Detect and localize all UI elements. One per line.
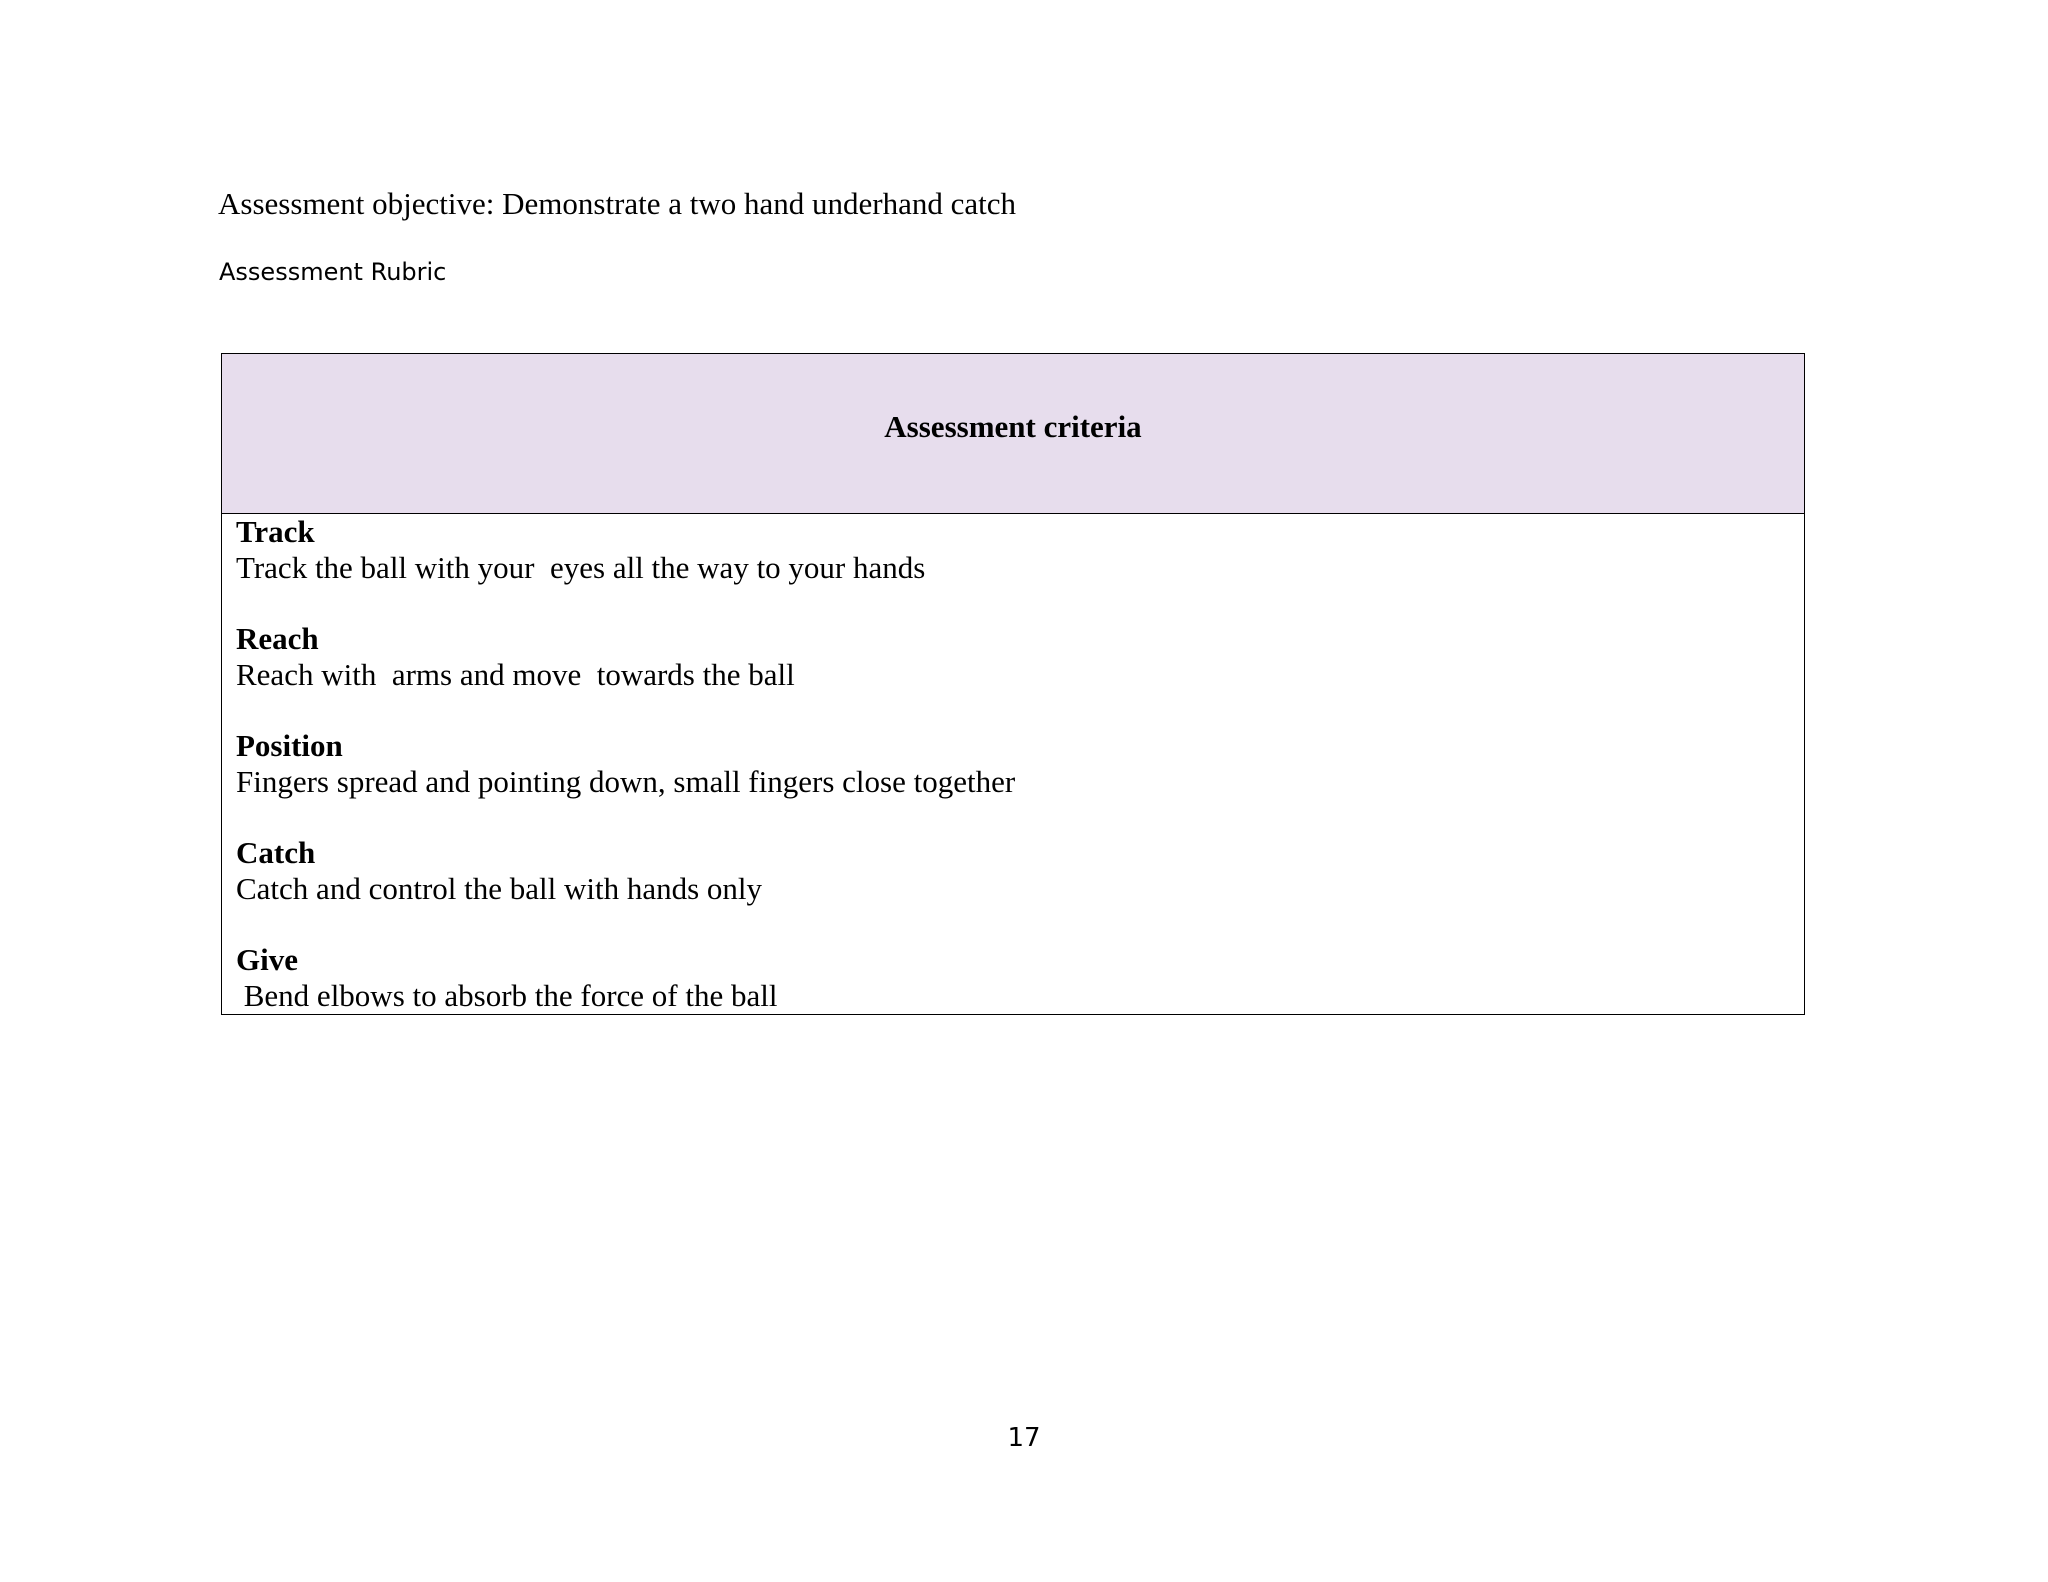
criteria-list [222, 514, 1804, 1014]
criterion-description: Reach with arms and move towards the ball [236, 657, 795, 692]
criterion-description: Bend elbows to absorb the force of the ball [236, 978, 778, 1013]
criterion-description: Track the ball with your eyes all the way to your hands [236, 550, 926, 585]
criterion-give [236, 942, 1790, 1014]
criterion-catch [236, 835, 1790, 907]
rubric-heading: Assessment Rubric [219, 258, 447, 286]
criterion-description: Fingers spread and pointing down, small fingers close together [236, 764, 1016, 799]
table-header: Assessment criteria [222, 354, 1804, 514]
criterion-name: Position [236, 728, 343, 763]
criterion-name: Reach [236, 621, 319, 656]
criterion-track [236, 514, 1790, 586]
assessment-objective: Assessment objective: Demonstrate a two hand underhand catch [218, 186, 1017, 221]
page-number: 17 [1007, 1423, 1041, 1453]
criterion-name: Give [236, 942, 298, 977]
criterion-name: Catch [236, 835, 316, 870]
criterion-reach [236, 621, 1790, 693]
criterion-description: Catch and control the ball with hands only [236, 871, 763, 906]
criterion-name: Track [236, 514, 315, 549]
assessment-criteria-table [221, 353, 1805, 1015]
criterion-position [236, 728, 1790, 800]
